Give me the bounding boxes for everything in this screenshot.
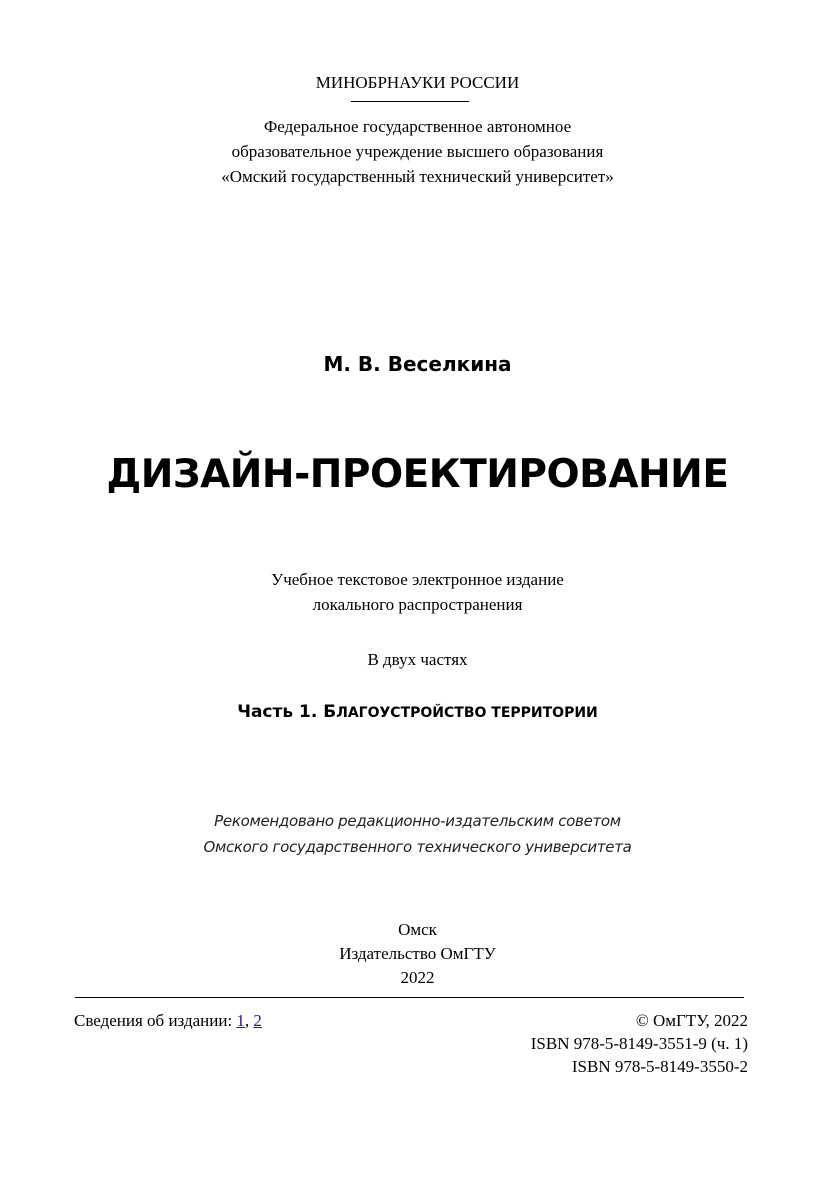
imprint-year: 2022 <box>400 968 435 987</box>
edition-info-link-2[interactable]: 2 <box>253 1011 262 1030</box>
footer-divider <box>75 997 744 998</box>
isbn-part: ISBN 978-5-8149-3551-9 (ч. 1) <box>530 1034 748 1053</box>
ministry-divider <box>351 101 469 102</box>
imprint-publisher: Издательство ОмГТУ <box>339 944 496 963</box>
institution-line-1: Федеральное государственное автономное <box>263 117 572 136</box>
edition-type-line-2: локального распространения <box>312 595 523 614</box>
imprint-city: Омск <box>398 920 437 939</box>
part-title <box>0 699 835 726</box>
edition-type <box>0 567 835 617</box>
copyright-block <box>531 1009 748 1078</box>
part-name-initial: Б <box>323 702 337 722</box>
recommendation-line-2: Омского государственного технического университета <box>203 838 632 856</box>
edition-info <box>74 1009 262 1033</box>
recommendation-note <box>0 808 835 860</box>
imprint <box>0 918 835 990</box>
institution-line-3: «Омский государственный технический университет» <box>221 167 614 186</box>
recommendation-line-1: Рекомендовано редакционно-издательским советом <box>214 812 621 830</box>
part-prefix: Часть 1. <box>237 702 318 722</box>
edition-info-link-1[interactable]: 1 <box>236 1011 245 1030</box>
edition-type-line-1: Учебное текстовое электронное издание <box>271 570 564 589</box>
part-name <box>323 702 598 722</box>
institution-name <box>0 114 835 189</box>
parts-note: В двух частях <box>367 650 468 669</box>
book-title: ДИЗАЙН-ПРОЕКТИРОВАНИЕ <box>106 452 729 497</box>
author-name: М. В. Веселкина <box>323 352 512 376</box>
edition-info-separator: , <box>244 1011 250 1030</box>
institution-line-2: образовательное учреждение высшего образования <box>231 142 604 161</box>
ministry-header: МИНОБРНАУКИ РОССИИ <box>315 73 520 92</box>
edition-info-label: Сведения об издании: <box>74 1011 233 1030</box>
part-name-rest: ЛАГОУСТРОЙСТВО ТЕРРИТОРИИ <box>336 705 598 721</box>
isbn-general: ISBN 978-5-8149-3550-2 <box>571 1057 748 1076</box>
copyright: © ОмГТУ, 2022 <box>635 1011 748 1030</box>
